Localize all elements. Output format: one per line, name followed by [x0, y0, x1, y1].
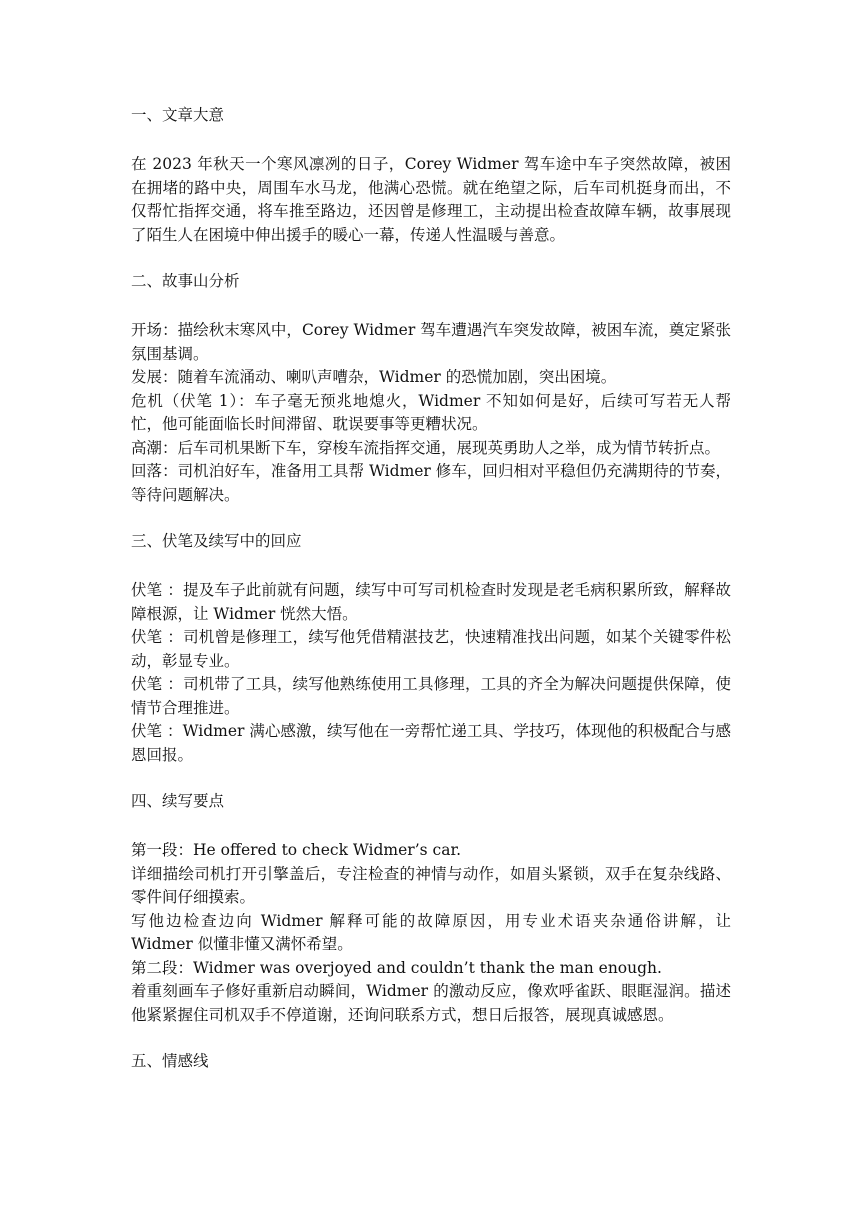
story-item-crisis: 危机（伏笔 1）：车子毫无预兆地熄火，Widmer 不知如何是好，后续可写若无人帮忙，他可能面临长时间滞留、耽误要事等更糟状况。 — [131, 391, 731, 433]
story-item-falling-action: 回落：司机泊好车，准备用工具帮 Widmer 修车，回归相对平稳但仍充满期待的节奏，等待问题解决。 — [131, 462, 731, 504]
foreshadow-item: 伏笔 ：提及车子此前就有问题，续写中可写司机检查时发现是老毛病积累所致，解释故障根源，让 Widmer 恍然大悟。 — [131, 581, 731, 623]
summary-paragraph: 在 2023 年秋天一个寒风凛冽的日子，Corey Widmer 驾车途中车子突然故障，被困在拥堵的路中央，周围车水马龙，他满心恐慌。就在绝望之际，后车司机挺身而出，不仅帮忙指挥交通，将车推至路边，还因曾是修理工，主动提出检查故障车辆，故事展现了陌生人在困境中伸出援手的暖心一幕，传递人性温暖与善意。 — [131, 155, 731, 244]
writing-point-para2-title: 第二段：Widmer was overjoyed and couldn’t thank the man enough. — [131, 958, 662, 977]
writing-point-item: 写他边检查边向 Widmer 解释可能的故障原因，用专业术语夹杂通俗讲解，让 Widmer 似懂非懂又满怀希望。 — [131, 911, 731, 953]
story-item-development: 发展：随着车流涌动、喇叭声嘈杂，Widmer 的恐慌加剧，突出困境。 — [131, 368, 617, 386]
story-item-opening: 开场：描绘秋末寒风中，Corey Widmer 驾车遭遇汽车突发故障，被困车流，奠定紧张氛围基调。 — [131, 321, 731, 363]
section-heading-foreshadowing: 三、伏笔及续写中的回应 — [131, 532, 302, 550]
writing-point-para1-title: 第一段：He offered to check Widmer’s car. — [131, 841, 462, 859]
writing-point-item: 着重刻画车子修好重新启动瞬间，Widmer 的激动反应，像欢呼雀跃、眼眶湿润。描述他紧紧握住司机双手不停道谢，还询问联系方式，想日后报答，展现真诚感恩。 — [131, 982, 731, 1024]
section-heading-writing-points: 四、续写要点 — [131, 792, 225, 810]
foreshadow-item: 伏笔 ：Widmer 满心感激，续写他在一旁帮忙递工具、学技巧，体现他的积极配合与感恩回报。 — [131, 722, 731, 764]
story-item-climax: 高潮：后车司机果断下车，穿梭车流指挥交通，展现英勇助人之举，成为情节转折点。 — [131, 438, 721, 457]
section-heading-summary: 一、文章大意 — [131, 106, 225, 124]
foreshadow-item: 伏笔 ：司机曾是修理工，续写他凭借精湛技艺，快速精准找出问题，如某个关键零件松动，彰显专业。 — [131, 628, 731, 670]
foreshadow-item: 伏笔 ：司机带了工具，续写他熟练使用工具修理，工具的齐全为解决问题提供保障，使情节合理推进。 — [131, 675, 731, 717]
writing-point-item: 详细描绘司机打开引擎盖后，专注检查的神情与动作，如眉头紧锁，双手在复杂线路、零件间仔细摸索。 — [131, 864, 731, 906]
document-content — [131, 103, 731, 1074]
section-heading-story-mountain: 二、故事山分析 — [131, 272, 240, 290]
section-heading-emotion-line: 五、情感线 — [131, 1052, 209, 1070]
